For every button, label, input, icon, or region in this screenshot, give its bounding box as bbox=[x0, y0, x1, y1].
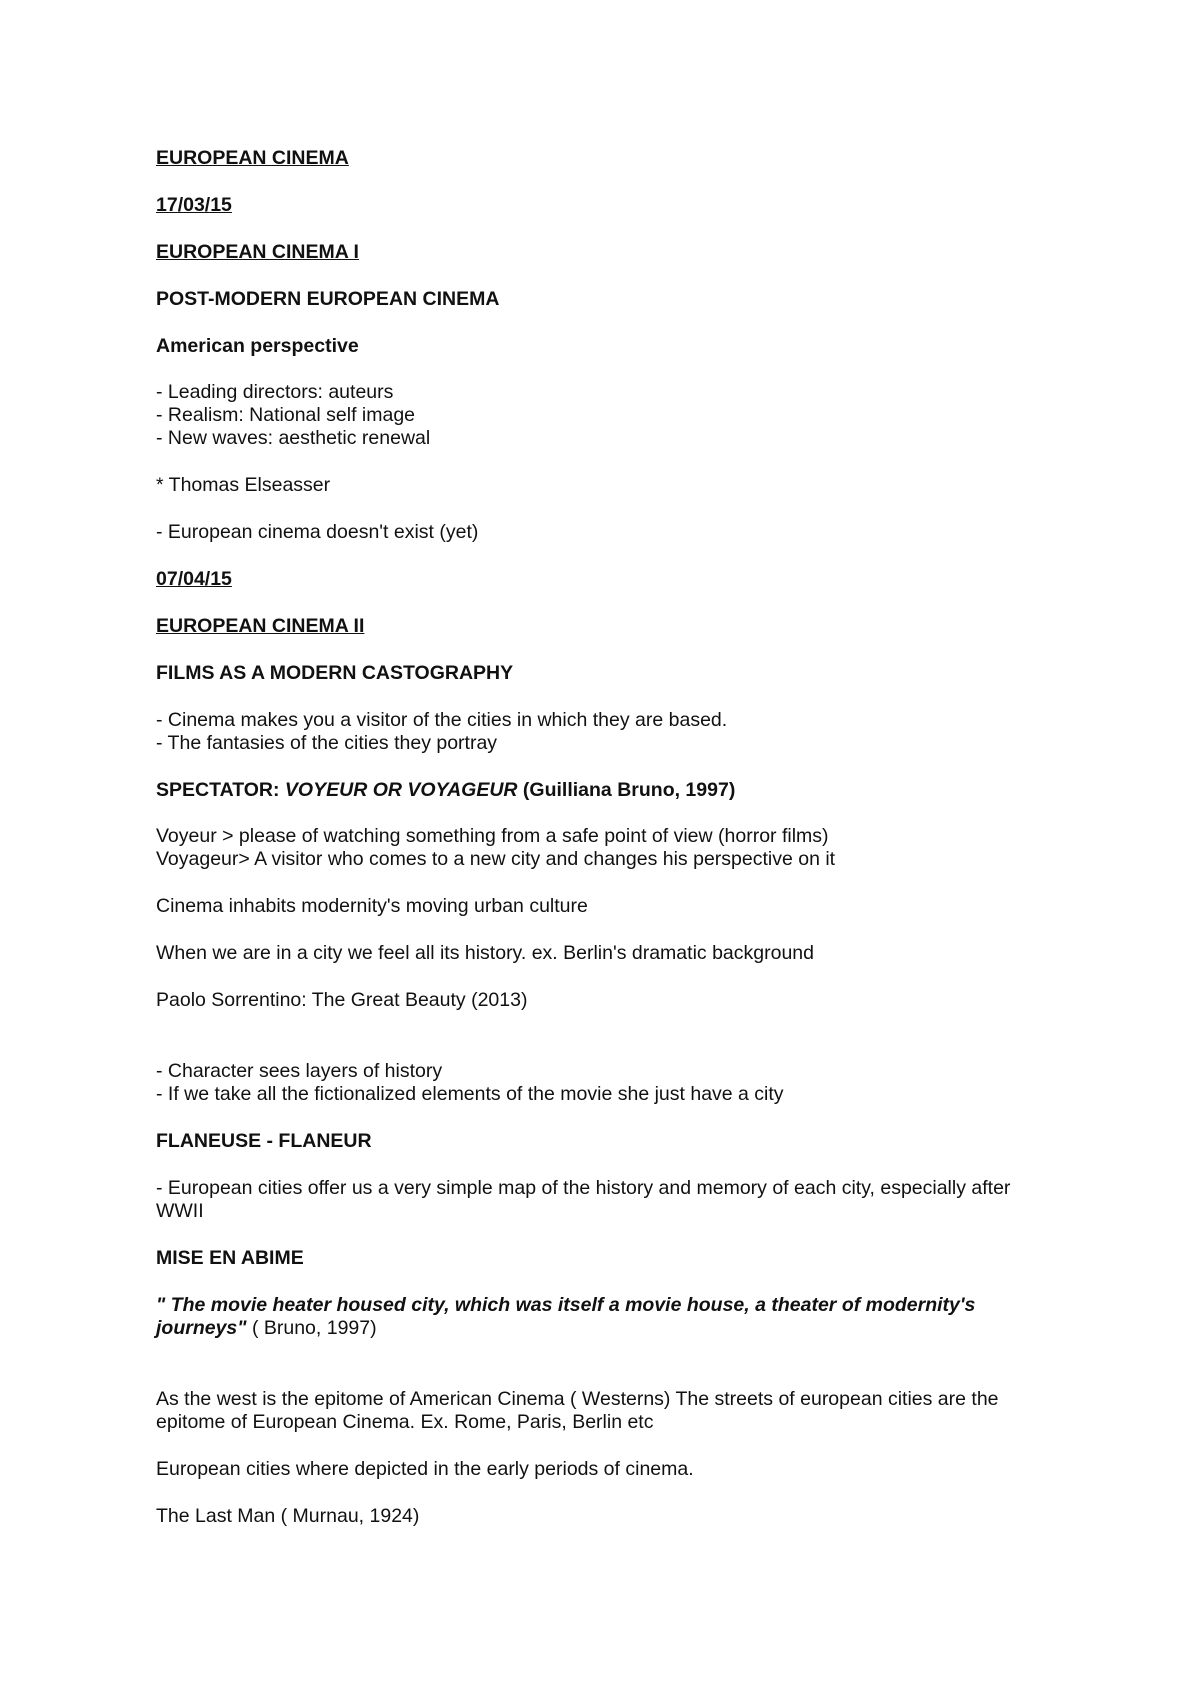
paragraph-line: When we are in a city we feel all its history. ex. Berlin's dramatic background bbox=[156, 942, 814, 964]
list-item: - If we take all the fictionalized elements of the movie she just have a city bbox=[156, 1083, 784, 1105]
list-item: - Cinema makes you a visitor of the cities in which they are based. bbox=[156, 709, 728, 731]
quote-line: " The movie heater housed city, which was itself a movie house, a theater of modernity's bbox=[156, 1294, 976, 1316]
topic-heading-2: FILMS AS A MODERN CASTOGRAPHY bbox=[156, 662, 514, 684]
quote-italic: journeys" bbox=[156, 1317, 247, 1339]
spectator-emphasis: VOYEUR OR VOYAGEUR bbox=[284, 779, 518, 801]
quote-line bbox=[156, 1319, 377, 1339]
list-item: - European cinema doesn't exist (yet) bbox=[156, 521, 479, 543]
paragraph-line: European cities where depicted in the early periods of cinema. bbox=[156, 1458, 694, 1480]
paragraph-line: Voyeur > please of watching something from a safe point of view (horror films) bbox=[156, 825, 829, 847]
date-heading-2: 07/04/15 bbox=[156, 568, 232, 590]
paragraph-line: Voyageur> A visitor who comes to a new city and changes his perspective on it bbox=[156, 848, 836, 870]
topic-heading-flaneur: FLANEUSE - FLANEUR bbox=[156, 1130, 372, 1152]
subheading-american-perspective: American perspective bbox=[156, 335, 359, 357]
list-item: - New waves: aesthetic renewal bbox=[156, 427, 431, 449]
paragraph-line: WWII bbox=[156, 1200, 204, 1222]
paragraph-line: Cinema inhabits modernity's moving urban culture bbox=[156, 895, 588, 917]
section-heading-1: EUROPEAN CINEMA I bbox=[156, 241, 359, 263]
document-title: EUROPEAN CINEMA bbox=[156, 147, 349, 169]
spectator-citation: (Guilliana Bruno, 1997) bbox=[517, 779, 736, 801]
list-item: - Leading directors: auteurs bbox=[156, 381, 394, 403]
paragraph-line: As the west is the epitome of American Cinema ( Westerns) The streets of european cities are the bbox=[156, 1388, 999, 1410]
paragraph-line: Paolo Sorrentino: The Great Beauty (2013) bbox=[156, 989, 528, 1011]
spectator-label: SPECTATOR: bbox=[156, 779, 285, 801]
note-elsaesser: * Thomas Elseasser bbox=[156, 474, 331, 496]
list-item: - Character sees layers of history bbox=[156, 1060, 443, 1082]
topic-heading-mise-en-abime: MISE EN ABIME bbox=[156, 1247, 304, 1269]
paragraph-line: The Last Man ( Murnau, 1924) bbox=[156, 1505, 420, 1527]
date-heading-1: 17/03/15 bbox=[156, 194, 232, 216]
paragraph-line: epitome of European Cinema. Ex. Rome, Paris, Berlin etc bbox=[156, 1411, 654, 1433]
list-item: - The fantasies of the cities they portray bbox=[156, 732, 498, 754]
list-item: - Realism: National self image bbox=[156, 404, 416, 426]
section-heading-2: EUROPEAN CINEMA II bbox=[156, 615, 365, 637]
paragraph-line: - European cities offer us a very simple map of the history and memory of each city, especially after bbox=[156, 1177, 1011, 1199]
quote-citation: ( Bruno, 1997) bbox=[246, 1317, 377, 1339]
topic-heading-1: POST-MODERN EUROPEAN CINEMA bbox=[156, 288, 500, 310]
spectator-heading bbox=[156, 781, 735, 801]
